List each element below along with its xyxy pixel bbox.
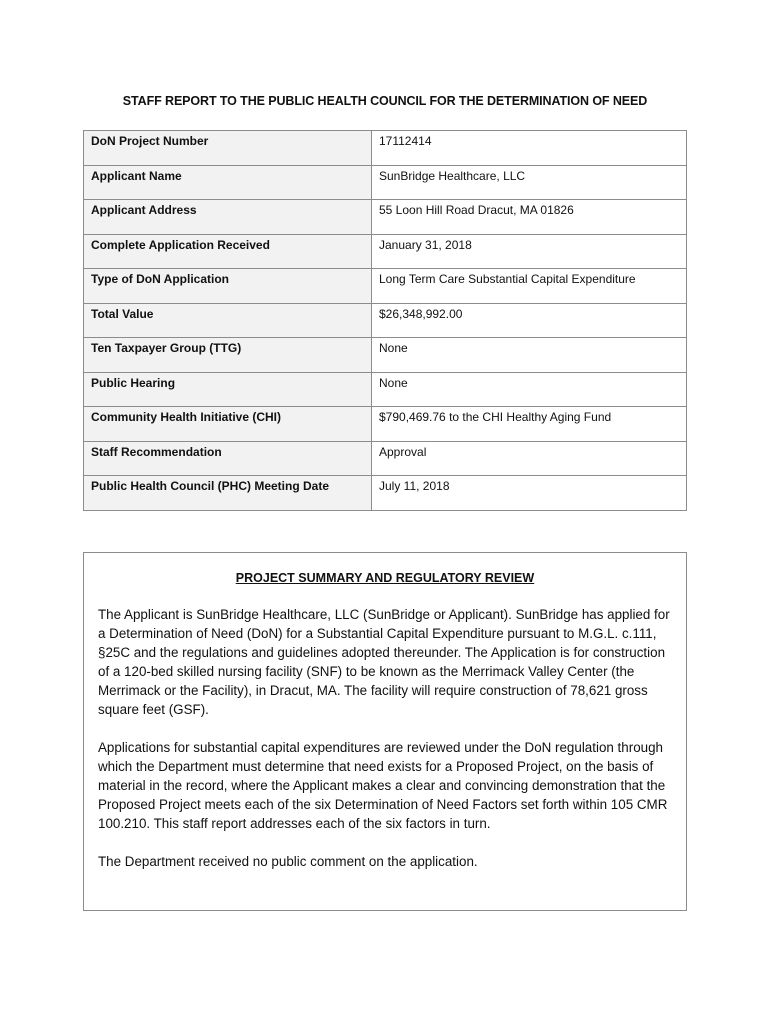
table-row (84, 476, 687, 511)
row-label-applicant-name: Applicant Name (84, 165, 372, 200)
row-value-application-type: Long Term Care Substantial Capital Expenditure (372, 269, 687, 304)
table-row (84, 200, 687, 235)
row-label-application-received: Complete Application Received (84, 234, 372, 269)
row-value-chi: $790,469.76 to the CHI Healthy Aging Fund (372, 407, 687, 442)
row-value-phc-meeting-date: July 11, 2018 (372, 476, 687, 511)
row-value-ttg: None (372, 338, 687, 373)
table-row (84, 303, 687, 338)
row-value-don-project-number: 17112414 (372, 131, 687, 166)
page-title: STAFF REPORT TO THE PUBLIC HEALTH COUNCIL FOR THE DETERMINATION OF NEED (122, 94, 648, 108)
table-row (84, 234, 687, 269)
row-value-application-received: January 31, 2018 (372, 234, 687, 269)
project-summary-box (83, 552, 687, 911)
table-row (84, 441, 687, 476)
row-label-staff-recommendation: Staff Recommendation (84, 441, 372, 476)
row-value-applicant-address: 55 Loon Hill Road Dracut, MA 01826 (372, 200, 687, 235)
table-row (84, 372, 687, 407)
row-label-phc-meeting-date: Public Health Council (PHC) Meeting Date (84, 476, 372, 511)
row-label-ttg: Ten Taxpayer Group (TTG) (84, 338, 372, 373)
summary-paragraph-public-comment: The Department received no public comment on the application. (98, 854, 478, 869)
table-row (84, 338, 687, 373)
summary-paragraph-applicant: The Applicant is SunBridge Healthcare, LLC (SunBridge or Applicant). SunBridge has applied for a Determination of Need (DoN) for a Substantial Capital Expenditure pursuant to M.G.L. c.111, §25C and the regulations and guidelines adopted thereunder. The Application is for construction of a 120-bed skilled nursing facility (SNF) to be known as the Merrimack Valley Center (the Merrimack or the Facility), in Dracut, MA. The facility will require construction of 78,621 gross square feet (GSF). (98, 607, 670, 717)
row-label-applicant-address: Applicant Address (84, 200, 372, 235)
table-row (84, 131, 687, 166)
summary-paragraph-regulation: Applications for substantial capital expenditures are reviewed under the DoN regulation through which the Department must determine that need exists for a Proposed Project, on the basis of material in the record, where the Applicant makes a clear and convincing demonstration that the Proposed Project meets each of the six Determination of Need Factors set forth within 105 CMR 100.210. This staff report addresses each of the six factors in turn. (98, 740, 668, 831)
row-label-don-project-number: DoN Project Number (84, 131, 372, 166)
summary-heading: PROJECT SUMMARY AND REGULATORY REVIEW (235, 571, 535, 585)
project-info-table (83, 130, 687, 511)
row-value-public-hearing: None (372, 372, 687, 407)
table-row (84, 269, 687, 304)
row-value-total-value: $26,348,992.00 (372, 303, 687, 338)
row-value-applicant-name: SunBridge Healthcare, LLC (372, 165, 687, 200)
table-row (84, 165, 687, 200)
table-row (84, 407, 687, 442)
row-label-total-value: Total Value (84, 303, 372, 338)
row-label-application-type: Type of DoN Application (84, 269, 372, 304)
row-value-staff-recommendation: Approval (372, 441, 687, 476)
row-label-chi: Community Health Initiative (CHI) (84, 407, 372, 442)
row-label-public-hearing: Public Hearing (84, 372, 372, 407)
